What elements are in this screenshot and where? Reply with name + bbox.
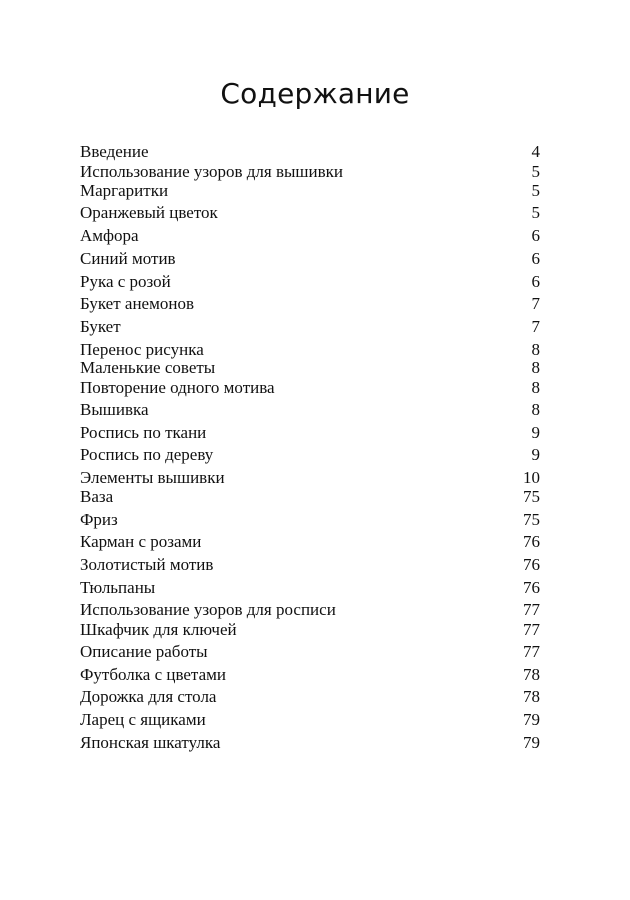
toc-entry: [80, 358, 540, 378]
toc-entry-label: Амфора: [80, 226, 139, 245]
toc-entry: [80, 294, 540, 314]
toc-entry-label: Тюльпаны: [80, 578, 156, 597]
toc-entry-label: Описание работы: [80, 642, 208, 661]
toc-entry-label: Введение: [80, 142, 149, 161]
toc-entry: [80, 272, 540, 292]
toc-entry: [80, 710, 540, 730]
page-title: Содержание: [220, 77, 410, 110]
toc-entry-page-number: 76: [523, 555, 540, 574]
toc-entry-page-number: 8: [531, 340, 540, 359]
toc-entry-page-number: 5: [531, 162, 540, 181]
toc-entry-label: Карман с розами: [80, 532, 202, 551]
toc-entry-label: Маленькие советы: [80, 358, 216, 377]
toc-entry-label: Использование узоров для росписи: [80, 600, 336, 619]
toc-entry-page-number: 8: [531, 378, 540, 397]
toc-entry: [80, 555, 540, 575]
toc-entry-label: Букет анемонов: [80, 294, 194, 313]
toc-entry-page-number: 79: [523, 733, 540, 752]
toc-entry-page-number: 77: [523, 600, 540, 619]
toc-entry: [80, 162, 540, 182]
toc-entry: [80, 687, 540, 707]
toc-entry-label: Роспись по дереву: [80, 445, 214, 464]
toc-entry-label: Фриз: [80, 510, 118, 529]
toc-entry: [80, 733, 540, 753]
toc-entry: [80, 600, 540, 620]
toc-entry: [80, 400, 540, 420]
toc-entry-page-number: 6: [531, 272, 540, 291]
toc-entry-label: Ваза: [80, 487, 114, 506]
toc-entry-label: Использование узоров для вышивки: [80, 162, 344, 181]
toc-entry: [80, 578, 540, 598]
toc-entry: [80, 445, 540, 465]
toc-entry-label: Вышивка: [80, 400, 149, 419]
toc-entry: [80, 203, 540, 223]
toc-entry-label: Ларец с ящиками: [80, 710, 206, 729]
toc-entry: [80, 487, 540, 507]
toc-entry-page-number: 78: [523, 687, 540, 706]
toc-entry-page-number: 5: [531, 203, 540, 222]
toc-entry-page-number: 77: [523, 620, 540, 639]
toc-entry-label: Рука с розой: [80, 272, 171, 291]
toc-entry-page-number: 4: [531, 142, 540, 161]
toc-entry-page-number: 76: [523, 532, 540, 551]
toc-entry-label: Перенос рисунка: [80, 340, 204, 359]
toc-entry-page-number: 6: [531, 226, 540, 245]
toc-entry-label: Маргаритки: [80, 181, 169, 200]
toc-entry-label: Оранжевый цветок: [80, 203, 218, 222]
toc-entry-page-number: 6: [531, 249, 540, 268]
toc-entry-label: Дорожка для стола: [80, 687, 217, 706]
toc-entry: [80, 249, 540, 269]
toc-entry: [80, 423, 540, 443]
toc-entry: [80, 317, 540, 337]
toc-entry-page-number: 7: [531, 317, 540, 336]
toc-entry-page-number: 77: [523, 642, 540, 661]
toc-entry: [80, 340, 540, 360]
toc-entry: [80, 142, 540, 162]
toc-entry-page-number: 7: [531, 294, 540, 313]
toc-entry-page-number: 8: [531, 400, 540, 419]
toc-entry-label: Золотистый мотив: [80, 555, 214, 574]
toc-entry: [80, 510, 540, 530]
toc-entry: [80, 665, 540, 685]
toc-entry-page-number: 76: [523, 578, 540, 597]
toc-entry-label: Букет: [80, 317, 121, 336]
toc-entry-page-number: 75: [523, 487, 540, 506]
toc-entry: [80, 620, 540, 640]
toc-entry-label: Роспись по ткани: [80, 423, 207, 442]
toc-entry-page-number: 75: [523, 510, 540, 529]
toc-entry-label: Шкафчик для ключей: [80, 620, 237, 639]
toc-entry-label: Синий мотив: [80, 249, 176, 268]
toc-entry-page-number: 78: [523, 665, 540, 684]
toc-entry-page-number: 10: [523, 468, 540, 487]
toc-entry: [80, 181, 540, 201]
toc-entry: [80, 468, 540, 488]
toc-entry: [80, 532, 540, 552]
toc-entry: [80, 226, 540, 246]
toc-entry-label: Повторение одного мотива: [80, 378, 275, 397]
toc-entry-page-number: 9: [531, 445, 540, 464]
toc-entry: [80, 378, 540, 398]
toc-entry: [80, 642, 540, 662]
toc-entry-label: Элементы вышивки: [80, 468, 225, 487]
toc-entry-page-number: 8: [531, 358, 540, 377]
toc-entry-page-number: 79: [523, 710, 540, 729]
toc-entry-page-number: 9: [531, 423, 540, 442]
toc-entry-page-number: 5: [531, 181, 540, 200]
toc-entry-label: Японская шкатулка: [80, 733, 221, 752]
toc-entry-label: Футболка с цветами: [80, 665, 226, 684]
